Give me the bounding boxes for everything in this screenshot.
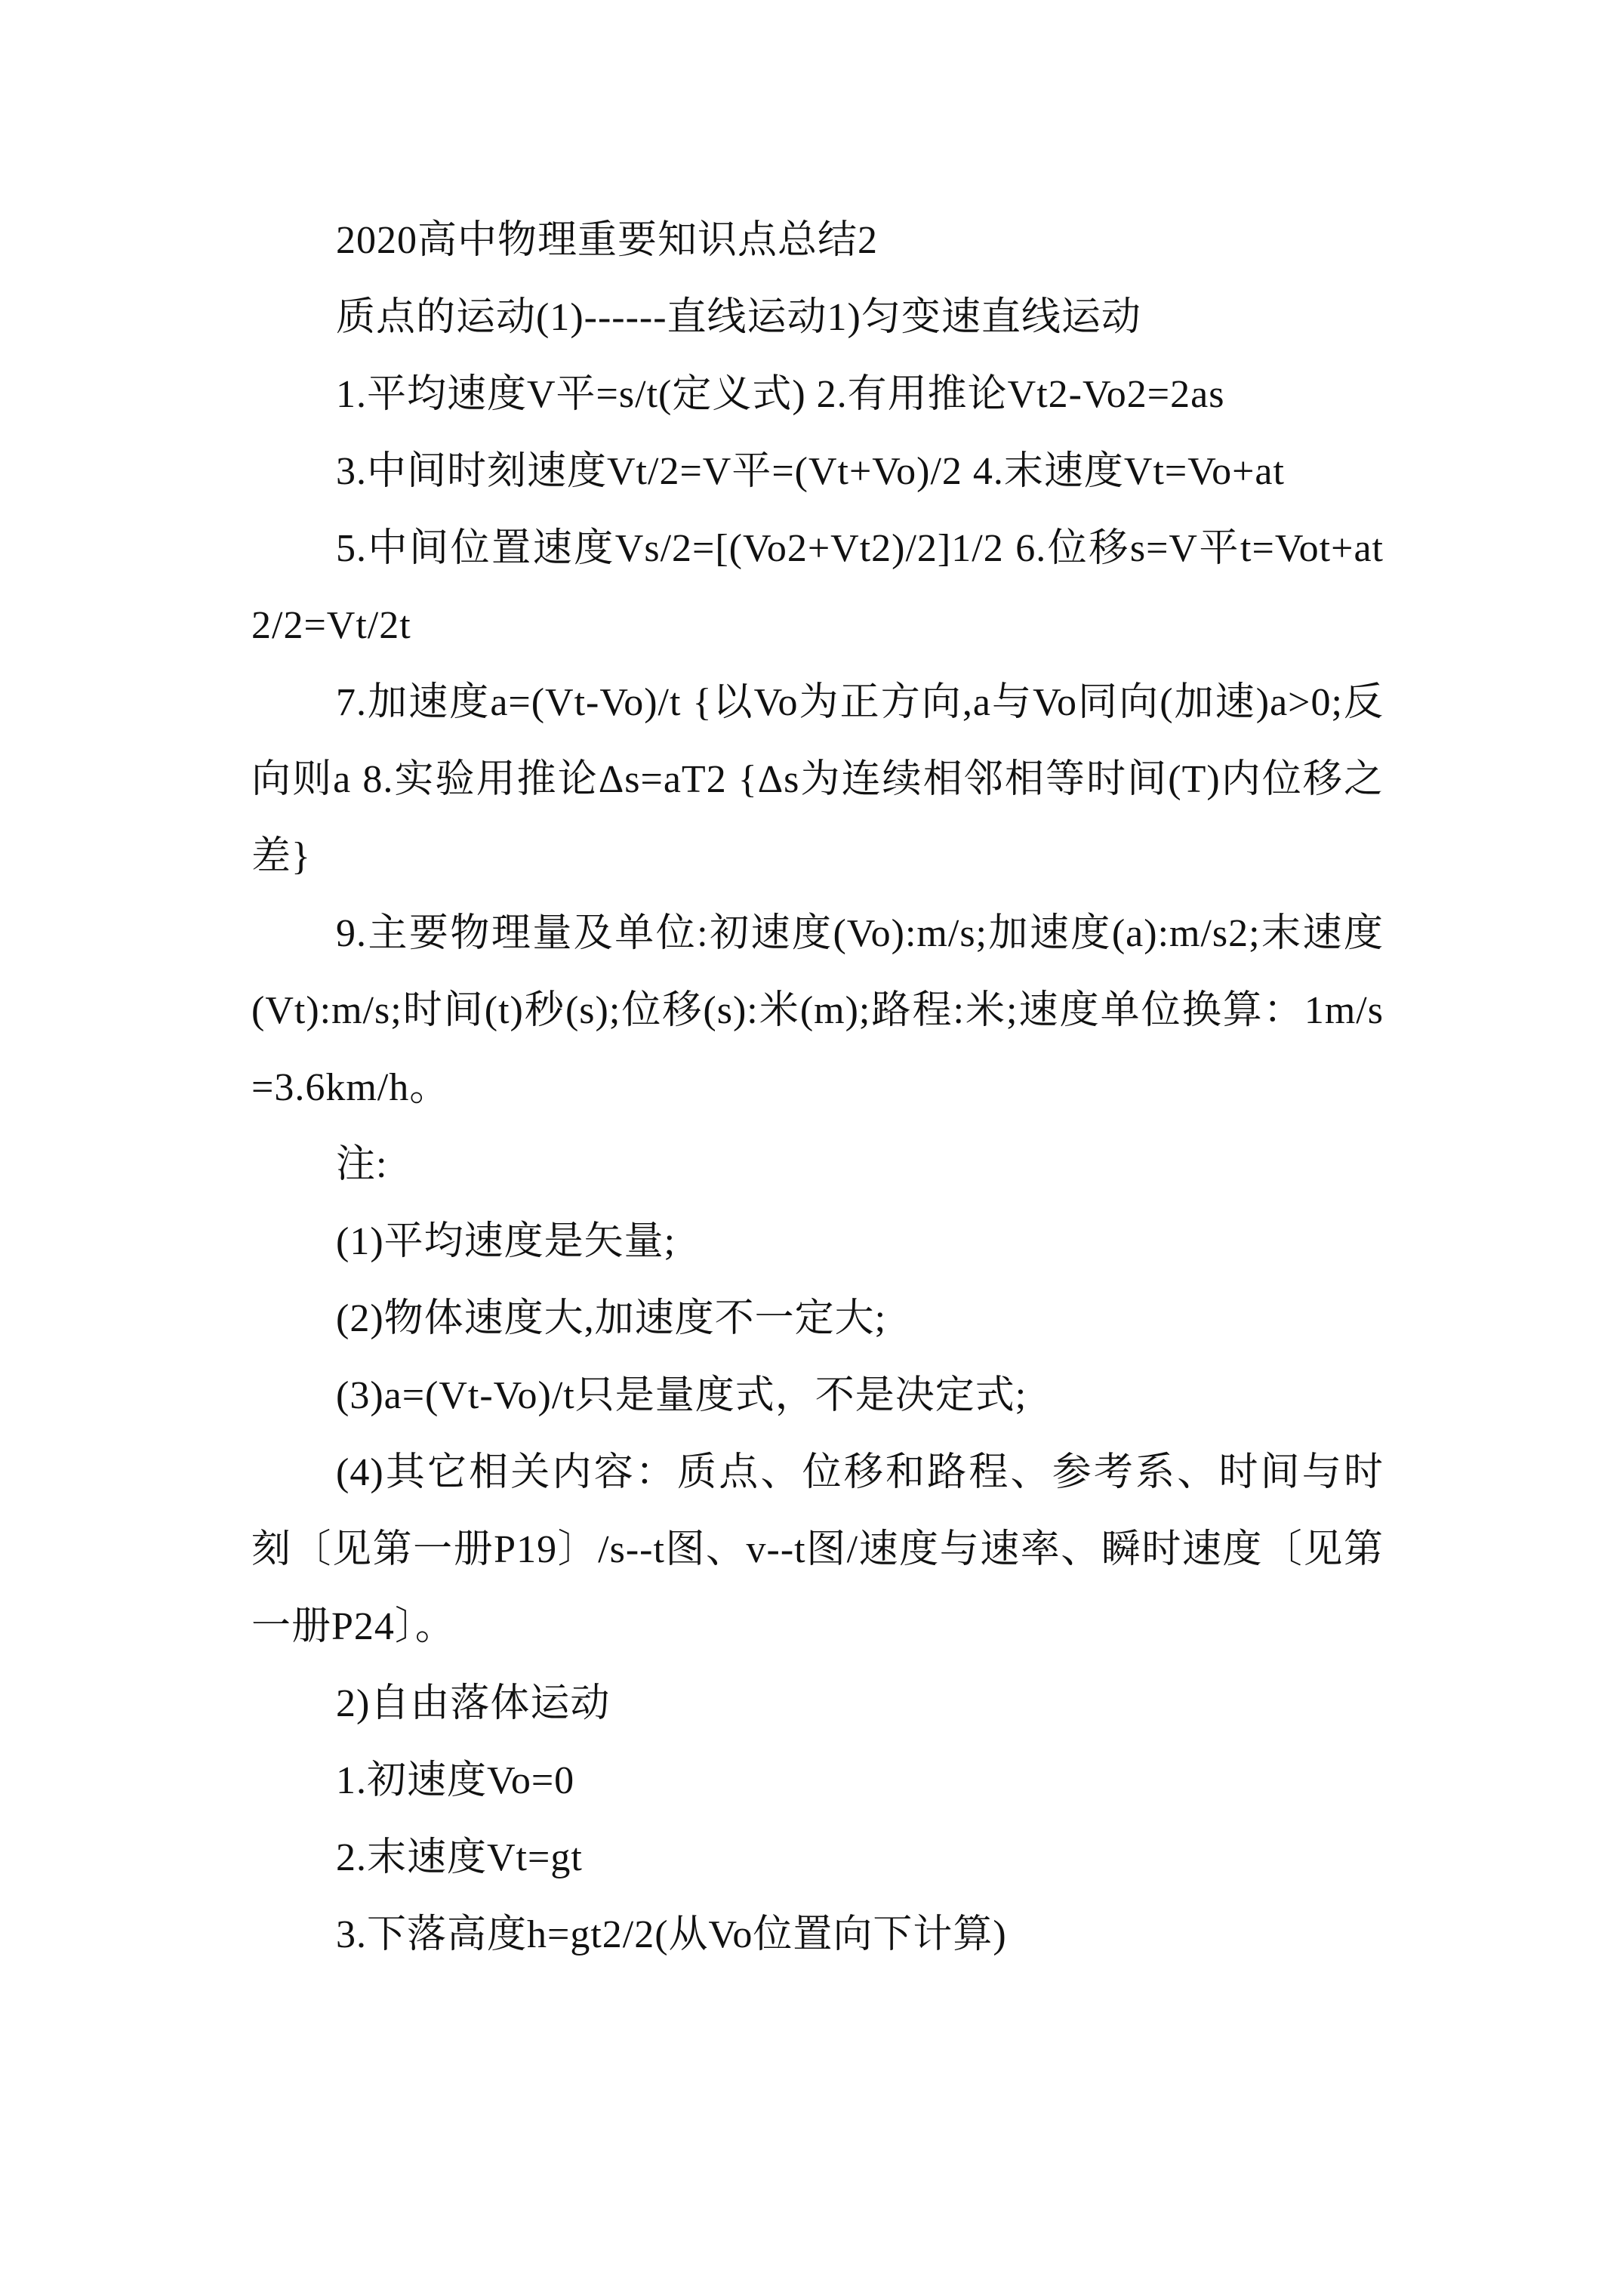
paragraph-formula-3-4: 3.中间时刻速度Vt/2=V平=(Vt+Vo)/2 4.末速度Vt=Vo+at [336,450,1285,493]
paragraph-note-4: (4)其它相关内容：质点、位移和路程、参考系、时间与时刻〔见第一册P19〕/s--t图、v--t图/速度与速率、瞬时速度〔见第一册P24〕。 [251,1451,1384,1648]
paragraph-free-fall-3: 3.下落高度h=gt2/2(从Vo位置向下计算) [336,1913,1007,1956]
document-body [251,202,1384,1974]
paragraph-linear-motion-heading: 质点的运动(1)------直线运动1)匀变速直线运动 [336,296,1141,339]
paragraph-note-1: (1)平均速度是矢量; [336,1220,676,1263]
paragraph-units: 9.主要物理量及单位:初速度(Vo):m/s;加速度(a):m/s2;末速度(Vt):m/s;时间(t)秒(s);位移(s):米(m);路程:米;速度单位换算：1m/s=3.6km/h。 [251,912,1384,1109]
paragraph-formula-1-2: 1.平均速度V平=s/t(定义式) 2.有用推论Vt2-Vo2=2as [336,373,1225,416]
paragraph-formula-5-6: 5.中间位置速度Vs/2=[(Vo2+Vt2)/2]1/2 6.位移s=V平t=Vot+at2/2=Vt/2t [251,527,1384,647]
paragraph-free-fall-2: 2.末速度Vt=gt [336,1836,583,1879]
paragraph-formula-7-8: 7.加速度a=(Vt-Vo)/t {以Vo为正方向,a与Vo同向(加速)a>0;反向则a 8.实验用推论Δs=aT2 {Δs为连续相邻相等时间(T)内位移之差} [251,681,1384,878]
document-title: 2020高中物理重要知识点总结2 [336,219,879,262]
paragraph-free-fall-heading: 2)自由落体运动 [336,1682,611,1725]
paragraph-note-3: (3)a=(Vt-Vo)/t只是量度式，不是决定式; [336,1374,1027,1417]
paragraph-free-fall-1: 1.初速度Vo=0 [336,1759,575,1802]
paragraph-note-2: (2)物体速度大,加速度不一定大; [336,1297,887,1340]
paragraph-note-heading: 注: [336,1143,388,1186]
